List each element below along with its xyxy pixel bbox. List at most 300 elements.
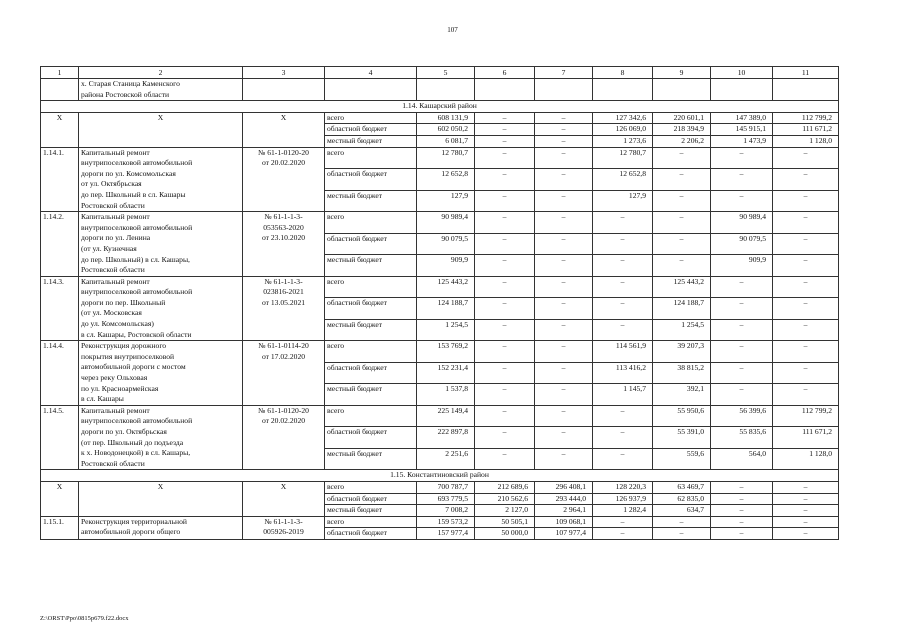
value-cell: – [773,341,839,363]
value-cell: – [593,233,653,255]
table-row [41,481,839,493]
value-cell: – [535,362,593,384]
section-title: 1.15. Константиновский район [41,470,839,482]
value-cell: – [593,405,653,427]
value-cell: – [773,362,839,384]
value-cell: – [773,233,839,255]
value-cell: 125 443,2 [653,276,711,298]
value-cell: 564,0 [711,448,773,470]
item-name-line: внутрипоселковой автомобильной [81,416,193,426]
item-name [79,147,243,212]
value-cell: – [773,190,839,212]
value-cell: – [773,212,839,234]
item-name-line: внутрипоселковой автомобильной [81,158,193,168]
value-cell: – [475,276,535,298]
value-cell: 90 989,4 [711,212,773,234]
value-cell: – [593,448,653,470]
header-row [41,67,839,79]
value-cell: 111 671,2 [773,427,839,449]
value-cell: – [475,298,535,320]
table-row [41,341,839,363]
value-cell: 63 469,7 [653,481,711,493]
empty-cell [773,79,839,101]
item-document-line: от 13.05.2021 [261,297,306,307]
value-cell: – [535,124,593,136]
empty-cell [417,79,475,101]
value-cell: 152 231,4 [417,362,475,384]
item-document-line: № 61-1-1-3- [264,276,303,286]
value-cell: – [593,319,653,341]
value-cell: 12 652,8 [593,169,653,191]
value-cell: – [773,481,839,493]
value-cell: – [711,505,773,517]
value-cell: – [535,319,593,341]
empty-cell [325,79,417,101]
item-name-line: автомобильной дороги общего [81,527,181,537]
value-cell: 12 780,7 [417,147,475,169]
value-cell: 634,7 [653,505,711,517]
value-cell: 218 394,9 [653,124,711,136]
value-cell: 293 444,0 [535,493,593,505]
item-document-line: № 61-1-1-3- [264,212,303,222]
item-document-line: 005926-2019 [263,527,304,537]
value-cell: – [475,233,535,255]
value-cell: – [711,169,773,191]
value-cell: 608 131,9 [417,112,475,124]
value-cell: – [711,528,773,540]
empty-cell [711,79,773,101]
header-cell: 1 [41,67,79,79]
value-cell: – [773,255,839,277]
table-body [41,67,839,540]
table-row [41,112,839,124]
value-cell: 2 206,2 [653,135,711,147]
item-document-line: № 61-1-1-3- [264,516,303,526]
value-cell: 7 008,2 [417,505,475,517]
funding-source: местный бюджет [325,135,417,147]
item-name-line: Ростовской области [81,458,145,468]
value-cell: 1 273,6 [593,135,653,147]
value-cell: 1 254,5 [653,319,711,341]
value-cell: 225 149,4 [417,405,475,427]
item-number: Х [41,481,79,516]
item-name-line: Ростовской области [81,265,145,275]
funding-source: областной бюджет [325,169,417,191]
value-cell: – [711,341,773,363]
item-document [243,147,325,212]
item-number: 1.14.3. [41,276,79,341]
table-row [41,276,839,298]
empty-cell [653,79,711,101]
item-name-line: Капитальный ремонт [81,276,150,286]
value-cell: 126 069,0 [593,124,653,136]
header-cell: 6 [475,67,535,79]
value-cell: – [475,362,535,384]
value-cell: 147 389,0 [711,112,773,124]
funding-source: местный бюджет [325,319,417,341]
item-name-line: Капитальный ремонт [81,405,150,415]
value-cell: 127 342,6 [593,112,653,124]
item-name [79,516,243,539]
funding-source: местный бюджет [325,505,417,517]
funding-source: областной бюджет [325,298,417,320]
funding-source: всего [325,481,417,493]
value-cell: 6 081,7 [417,135,475,147]
investment-table [40,66,839,540]
item-number: 1.14.4. [41,341,79,406]
item-document [243,405,325,470]
value-cell: – [535,255,593,277]
value-cell: – [475,255,535,277]
value-cell: – [711,362,773,384]
value-cell: – [711,493,773,505]
value-cell: – [535,298,593,320]
value-cell: – [475,112,535,124]
item-name-line: в сл. Кашары [81,394,124,404]
item-name-line: по ул. Красноармейская [81,383,159,393]
value-cell: 1 128,0 [773,448,839,470]
item-document-line: от 20.02.2020 [261,158,306,168]
funding-source: областной бюджет [325,124,417,136]
item-name-line: до пер. Школьный) в сл. Кашары, [81,254,190,264]
item-document [243,341,325,406]
item-document-line: Х [280,112,287,122]
item-name-line: дороги по ул. Октябрьская [81,427,167,436]
value-cell: 127,9 [417,190,475,212]
value-cell: – [535,341,593,363]
value-cell: – [653,528,711,540]
funding-source: всего [325,212,417,234]
value-cell: 559,6 [653,448,711,470]
value-cell: 126 937,9 [593,493,653,505]
value-cell: – [535,427,593,449]
funding-source: всего [325,341,417,363]
value-cell: 153 769,2 [417,341,475,363]
funding-source: всего [325,112,417,124]
item-document [243,481,325,516]
value-cell: 1 254,5 [417,319,475,341]
value-cell: – [711,516,773,528]
item-name-line: Х [157,112,164,122]
value-cell: – [535,448,593,470]
value-cell: 112 799,2 [773,112,839,124]
item-name [79,276,243,341]
item-name [79,405,243,470]
empty-cell [243,79,325,101]
table-row [41,212,839,234]
value-cell: 111 671,2 [773,124,839,136]
value-cell: 62 835,0 [653,493,711,505]
value-cell: 55 835,6 [711,427,773,449]
value-cell: 602 050,2 [417,124,475,136]
item-name-line: дороги по пер. Школьный [81,297,166,307]
value-cell: 1 473,9 [711,135,773,147]
value-cell: – [535,169,593,191]
item-name-line: внутрипоселковой автомобильной [81,287,193,297]
value-cell: – [535,276,593,298]
funding-source: местный бюджет [325,384,417,406]
value-cell: – [535,212,593,234]
value-cell: 12 780,7 [593,147,653,169]
value-cell: 50 505,1 [475,516,535,528]
section-row [41,101,839,113]
value-cell: – [535,112,593,124]
empty-cell [475,79,535,101]
value-cell: 128 220,3 [593,481,653,493]
value-cell: – [593,516,653,528]
value-cell: – [475,135,535,147]
empty-cell [41,79,79,101]
value-cell: 700 787,7 [417,481,475,493]
value-cell: – [711,276,773,298]
value-cell: – [653,212,711,234]
value-cell: – [475,124,535,136]
value-cell: – [593,298,653,320]
value-cell: 145 915,1 [711,124,773,136]
value-cell: – [593,276,653,298]
value-cell: 38 815,2 [653,362,711,384]
value-cell: 1 537,8 [417,384,475,406]
value-cell: – [711,147,773,169]
header-cell: 4 [325,67,417,79]
value-cell: 296 408,1 [535,481,593,493]
header-cell: 5 [417,67,475,79]
value-cell: 55 391,0 [653,427,711,449]
value-cell: – [475,147,535,169]
item-name-line: Капитальный ремонт [81,212,150,222]
value-cell: – [653,169,711,191]
value-cell: – [773,298,839,320]
value-cell: 90 989,4 [417,212,475,234]
item-number: 1.14.5. [41,405,79,470]
header-cell: 11 [773,67,839,79]
value-cell: 2 127,0 [475,505,535,517]
section-row [41,470,839,482]
header-cell: 2 [79,67,243,79]
item-name-line: до ул. Комсомольская) [81,319,154,329]
item-document-line: от 23.10.2020 [261,233,306,243]
value-cell: – [653,190,711,212]
value-cell: – [711,298,773,320]
value-cell: 212 689,6 [475,481,535,493]
item-name-line: (от пер. Школьный до подъезда [81,437,184,447]
value-cell: 107 977,4 [535,528,593,540]
item-name-line: дороги по ул. Ленина [81,233,151,243]
value-cell: – [475,319,535,341]
value-cell: – [535,384,593,406]
value-cell: 12 652,8 [417,169,475,191]
header-cell: 9 [653,67,711,79]
section-title: 1.14. Кашарский район [41,101,839,113]
value-cell: 39 207,3 [653,341,711,363]
value-cell: 159 573,2 [417,516,475,528]
value-cell: – [535,147,593,169]
item-document-line: от 20.02.2020 [261,416,306,426]
header-cell: 10 [711,67,773,79]
footer-file-path: Z:\ORST\Ppo\0815p679.f22.docx [40,615,129,622]
item-name [79,212,243,277]
funding-source: местный бюджет [325,448,417,470]
item-name-line: Реконструкция дорожного [81,341,167,351]
item-name-line: Капитальный ремонт [81,147,150,157]
empty-cell [535,79,593,101]
value-cell: 210 562,6 [475,493,535,505]
value-cell: – [773,319,839,341]
item-document-line: 053563-2020 [263,222,304,232]
value-cell: 112 799,2 [773,405,839,427]
value-cell: 222 897,8 [417,427,475,449]
table-row [41,405,839,427]
item-name-line: к х. Новодонецкой) в сл. Кашары, [81,448,191,458]
item-document-line: № 61-1-0114-20 [258,341,309,351]
value-cell: 1 145,7 [593,384,653,406]
funding-source: всего [325,276,417,298]
item-name-line: в сл. Кашары, Ростовской области [81,329,192,339]
value-cell: 124 188,7 [417,298,475,320]
value-cell: – [535,233,593,255]
item-name-line: (от ул. Московская [81,308,142,318]
value-cell: 392,1 [653,384,711,406]
value-cell: 1 128,0 [773,135,839,147]
funding-source: местный бюджет [325,255,417,277]
value-cell: 56 399,6 [711,405,773,427]
value-cell: 124 188,7 [653,298,711,320]
value-cell: – [475,384,535,406]
item-document [243,112,325,147]
value-cell: – [773,505,839,517]
value-cell: – [593,427,653,449]
item-name-line: от ул. Октябрьская [81,179,142,189]
value-cell: – [711,319,773,341]
value-cell: 109 068,1 [535,516,593,528]
header-cell: 3 [243,67,325,79]
value-cell: 113 416,2 [593,362,653,384]
continuation-row [41,79,839,101]
value-cell: – [711,384,773,406]
item-name-line: через реку Ольховая [81,373,148,383]
continuation-name-line: х. Старая Станица Каменского [81,79,180,88]
funding-source: областной бюджет [325,528,417,540]
empty-cell [593,79,653,101]
value-cell: – [535,405,593,427]
funding-source: областной бюджет [325,362,417,384]
item-name-line: дороги по ул. Комсомольская [81,168,176,178]
value-cell: – [593,528,653,540]
header-cell: 7 [535,67,593,79]
value-cell: – [653,255,711,277]
value-cell: 125 443,2 [417,276,475,298]
item-document-line: Х [280,481,287,491]
funding-source: областной бюджет [325,427,417,449]
table-row [41,147,839,169]
item-number: 1.14.1. [41,147,79,212]
item-document [243,276,325,341]
value-cell: – [773,493,839,505]
funding-source: областной бюджет [325,233,417,255]
value-cell: – [773,528,839,540]
funding-source: всего [325,147,417,169]
item-document-line: № 61-1-0120-20 [258,405,309,415]
item-document-line: № 61-1-0120-20 [258,147,309,157]
item-name-line: внутрипоселковой автомобильной [81,222,193,232]
value-cell: – [773,276,839,298]
value-cell: – [711,190,773,212]
item-document [243,516,325,539]
item-name [79,341,243,406]
item-number: 1.14.2. [41,212,79,277]
table-row [41,516,839,528]
value-cell: 55 950,6 [653,405,711,427]
value-cell: – [475,212,535,234]
value-cell: 50 000,0 [475,528,535,540]
item-name-line: Реконструкция территориальной [81,516,187,526]
value-cell: 693 779,5 [417,493,475,505]
value-cell: – [535,135,593,147]
funding-source: областной бюджет [325,493,417,505]
value-cell: – [475,190,535,212]
value-cell: – [535,190,593,212]
value-cell: – [475,169,535,191]
item-number: 1.15.1. [41,516,79,539]
value-cell: 114 561,9 [593,341,653,363]
value-cell: – [475,427,535,449]
item-document [243,212,325,277]
item-name-line: Х [157,481,164,491]
item-number: Х [41,112,79,147]
item-name-line: до пер. Школьный в сл. Кашары [81,189,186,199]
value-cell: – [653,516,711,528]
funding-source: всего [325,405,417,427]
value-cell: – [475,341,535,363]
value-cell: – [475,448,535,470]
value-cell: – [711,481,773,493]
page-number: 107 [447,26,458,34]
value-cell: 90 079,5 [711,233,773,255]
value-cell: – [653,233,711,255]
value-cell: – [773,169,839,191]
value-cell: 2 251,6 [417,448,475,470]
value-cell: 220 601,1 [653,112,711,124]
item-name-line: (от ул. Кузнечная [81,243,137,253]
value-cell: – [475,405,535,427]
value-cell: 90 079,5 [417,233,475,255]
value-cell: 2 964,1 [535,505,593,517]
value-cell: – [653,147,711,169]
value-cell: – [593,255,653,277]
value-cell: 157 977,4 [417,528,475,540]
continuation-name-line: района Ростовской области [81,89,170,99]
value-cell: – [773,384,839,406]
value-cell: – [773,516,839,528]
value-cell: 909,9 [417,255,475,277]
value-cell: 127,9 [593,190,653,212]
continuation-name [79,79,243,101]
value-cell: 1 282,4 [593,505,653,517]
value-cell: – [773,147,839,169]
funding-source: всего [325,516,417,528]
value-cell: 909,9 [711,255,773,277]
item-name-line: покрытия внутрипоселковой [81,351,175,361]
item-document-line: 023816-2021 [263,287,304,297]
item-document-line: от 17.02.2020 [261,351,306,361]
funding-source: местный бюджет [325,190,417,212]
item-name [79,481,243,516]
item-name-line: автомобильной дороги с мостом [81,362,186,372]
header-cell: 8 [593,67,653,79]
item-name [79,112,243,147]
value-cell: – [593,212,653,234]
item-name-line: Ростовской области [81,200,145,210]
